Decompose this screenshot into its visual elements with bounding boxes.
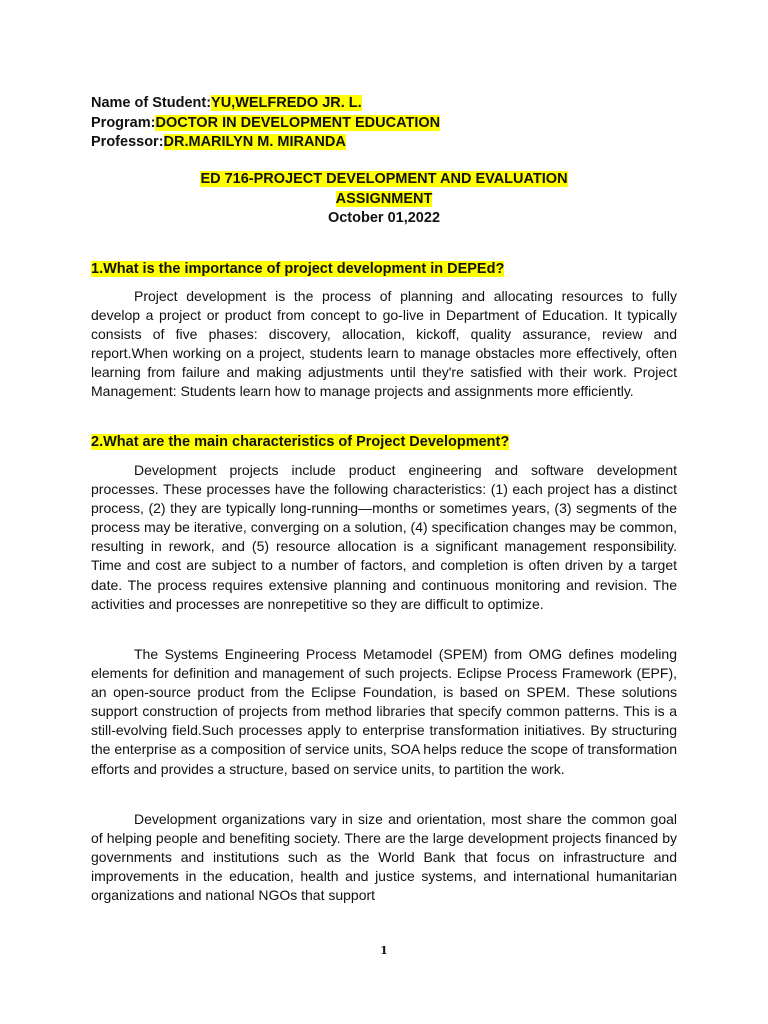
student-name-value: YU,WELFREDO JR. L. bbox=[211, 95, 362, 111]
paragraph-4: Development organizations vary in size and orientation, most share the common goal of helping people and benefiting society. There are the large development projects financed by governments and institutions such as the World Bank that focus on infrastructure and improvements in the education, health and justice systems, and international humanitarian organizations and national NGOs that support bbox=[91, 811, 677, 904]
professor-label: Professor: bbox=[91, 134, 164, 150]
professor-row bbox=[91, 133, 691, 153]
program-row bbox=[91, 114, 691, 134]
question-1 bbox=[91, 260, 677, 279]
student-info-header bbox=[91, 94, 691, 153]
program-label: Program: bbox=[91, 114, 156, 131]
assignment-title: ASSIGNMENT bbox=[335, 190, 433, 207]
student-name-label: Name of Student: bbox=[91, 95, 212, 111]
title-block bbox=[91, 170, 677, 229]
page-number: 1 bbox=[380, 944, 388, 957]
question-1-text: 1.What is the importance of project development in DEPEd? bbox=[91, 261, 505, 277]
professor-value: DR.MARILYN M. MIRANDA bbox=[163, 134, 346, 150]
course-title: ED 716-PROJECT DEVELOPMENT AND EVALUATION bbox=[200, 171, 568, 187]
question-2-text: 2.What are the main characteristics of Project Development? bbox=[91, 434, 510, 450]
student-name-row bbox=[91, 94, 691, 114]
paragraph-2: Development projects include product engineering and software development processes. These processes have the following characteristics: (1) each project has a distinct process, (2) they are typically long-running—months or sometimes years, (3) segments of the process may be iterative, converging on a solution, (4) specification changes may be common, resulting in rework, and (5) resource allocation is a significant management responsibility. Time and cost are subject to a number of factors, and completion is often driven by a target date. The process requires extensive planning and continuous monitoring and revision. The activities and processes are nonrepetitive so they are difficult to optimize. bbox=[91, 462, 677, 612]
program-value: DOCTOR IN DEVELOPMENT EDUCATION bbox=[155, 114, 441, 131]
paragraph-1: Project development is the process of planning and allocating resources to fully develop a project or product from concept to go-live in Department of Education. It typically consists of five phases: discovery, allocation, kickoff, quality assurance, review and report.When working on a project, students learn to manage obstacles more effectively, often learning from failure and making adjustments until they're satisfied with their work. Project Management: Students learn how to manage projects and assignments more efficiently. bbox=[91, 288, 677, 400]
paragraph-3: The Systems Engineering Process Metamodel (SPEM) from OMG defines modeling elements for definition and management of such projects. Eclipse Process Framework (EPF), an open-source product from the Eclipse Foundation, is based on SPEM. These solutions support construction of projects from method libraries that specify common patterns. This is a still-evolving field.Such processes apply to enterprise transformation initiatives. By structuring the enterprise as a composition of service units, SOA helps reduce the scope of transformation efforts and provides a structure, based on service units, to partition the work. bbox=[91, 646, 677, 777]
assignment-date: October 01,2022 bbox=[327, 210, 441, 226]
question-2 bbox=[91, 433, 677, 452]
